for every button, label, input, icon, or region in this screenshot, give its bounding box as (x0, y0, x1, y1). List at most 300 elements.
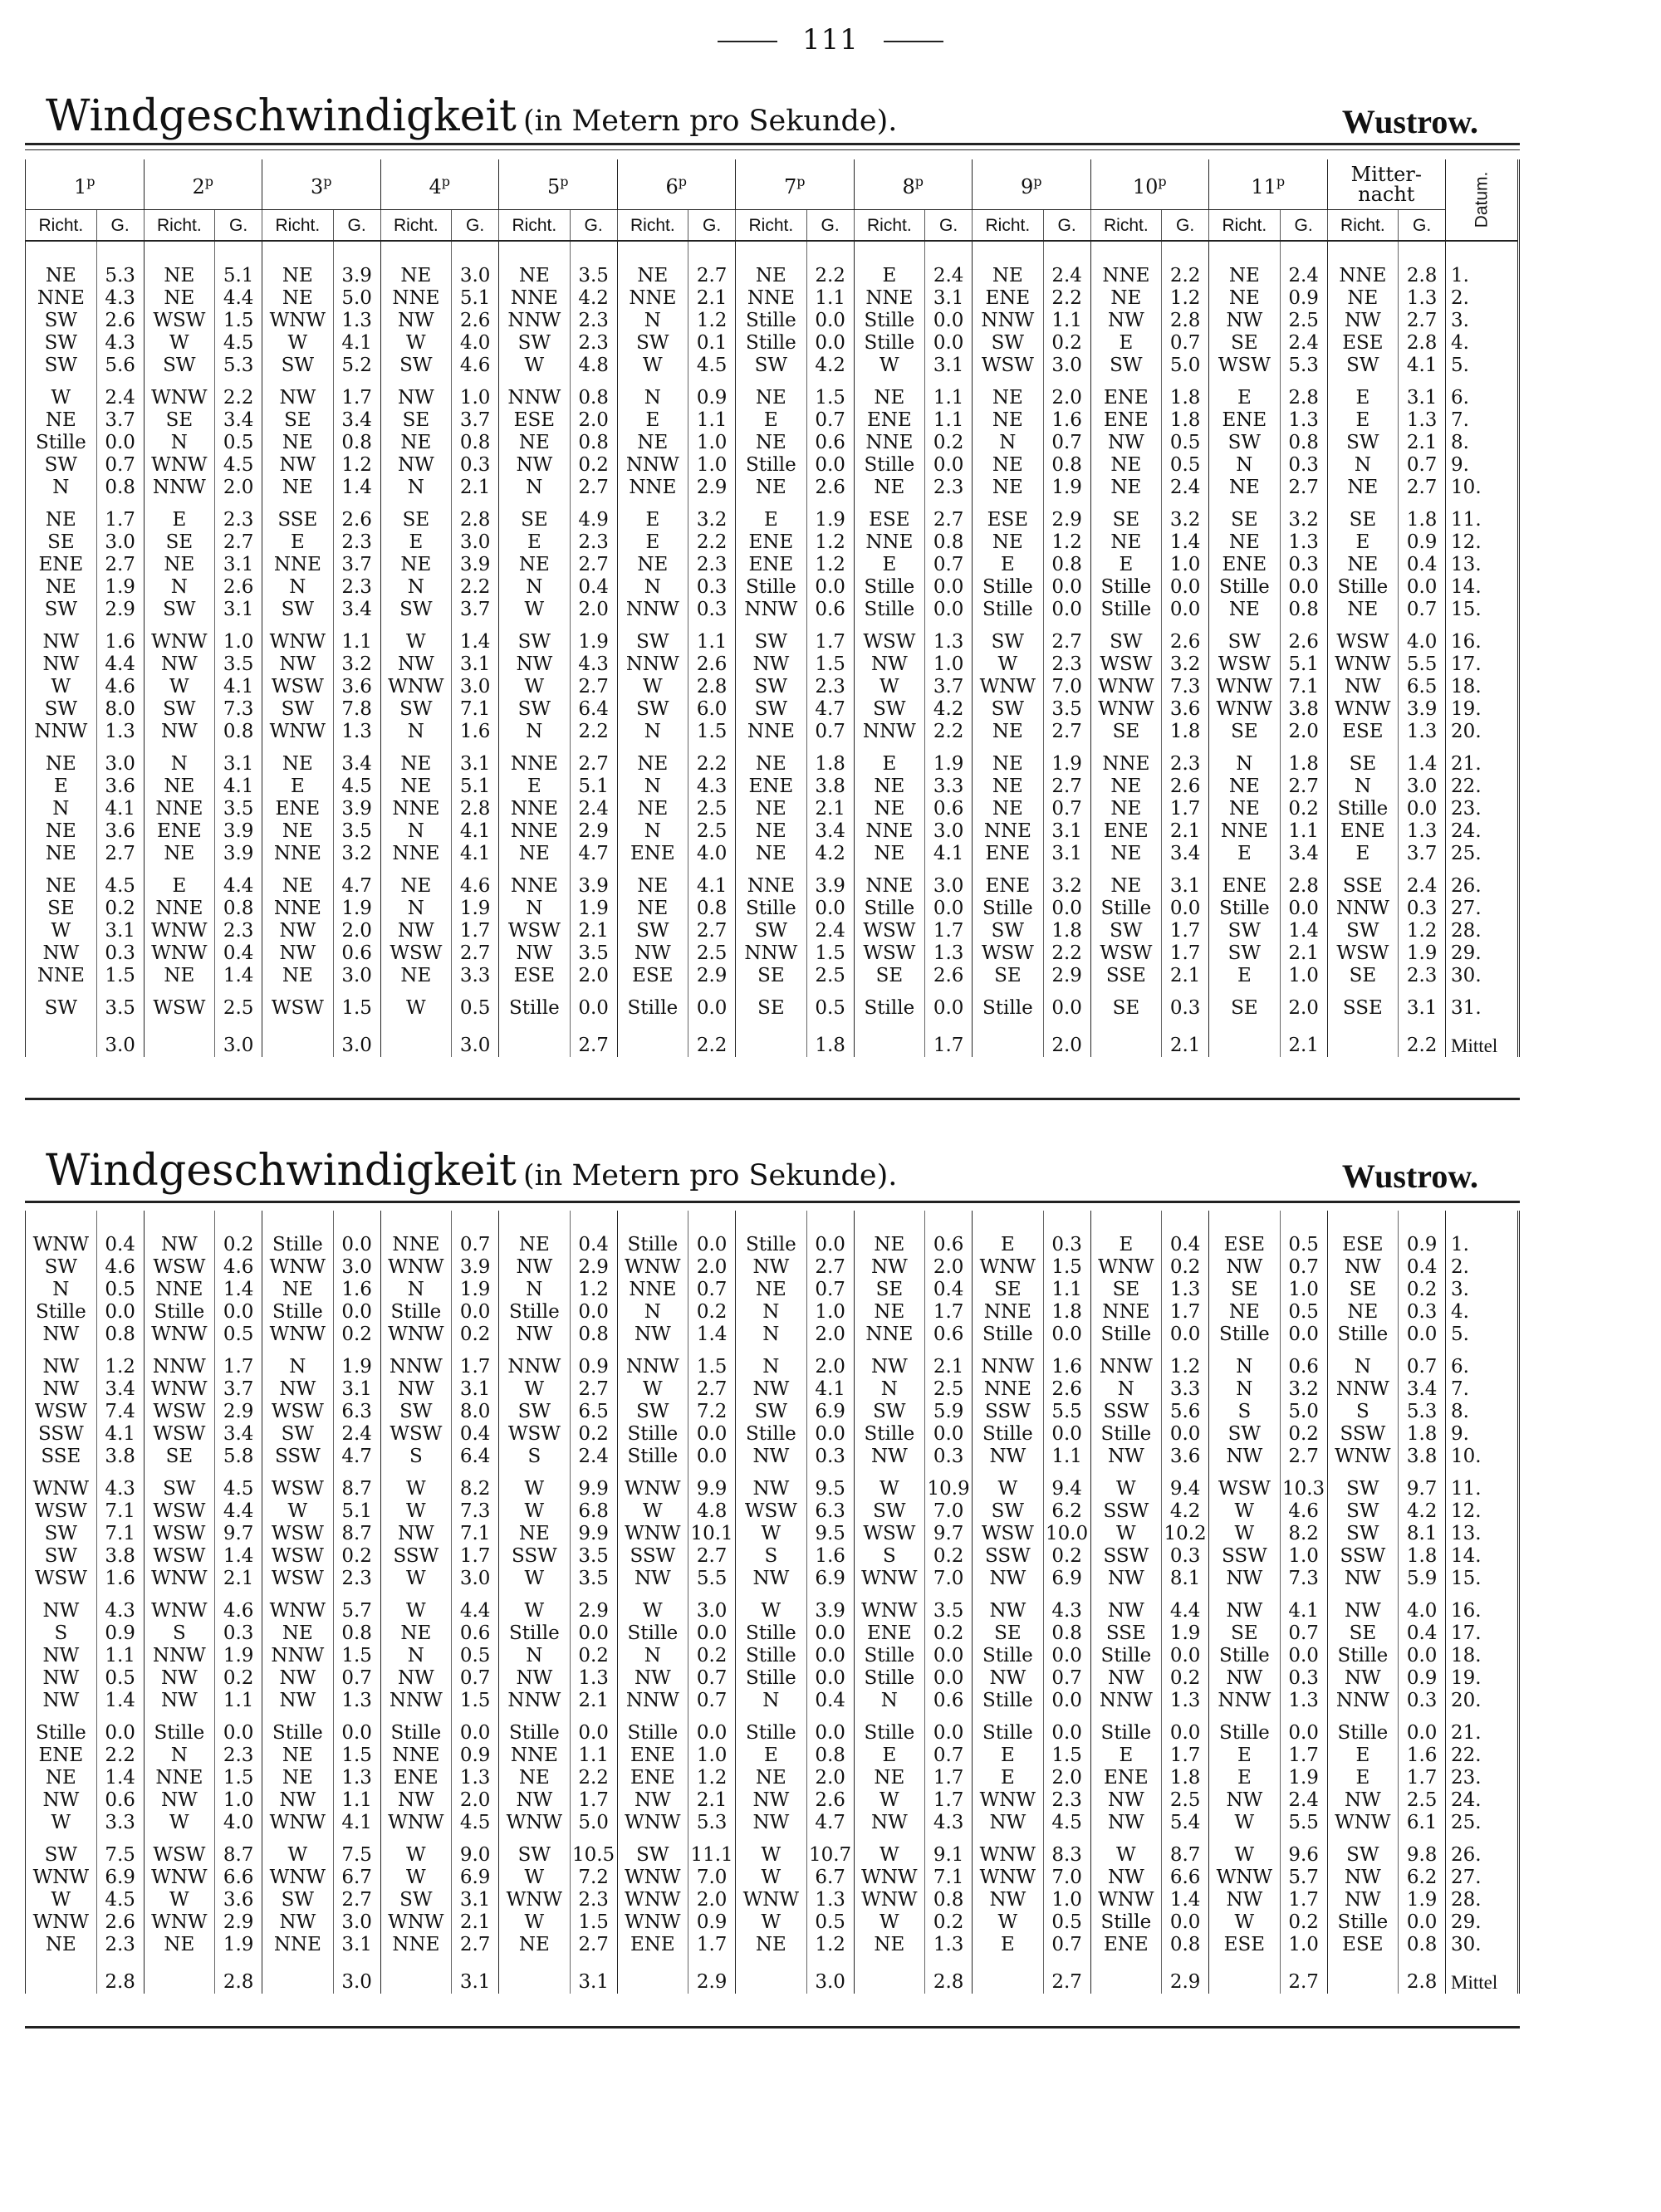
direction-cell: SW (26, 1256, 97, 1279)
direction-cell: SSW (1209, 1545, 1281, 1568)
speed-cell: 2.2 (806, 241, 854, 287)
direction-cell: ENE (973, 287, 1044, 310)
speed-cell: 2.0 (215, 477, 262, 499)
speed-cell: 4.5 (1043, 1812, 1090, 1834)
direction-cell: N (617, 820, 688, 843)
speed-cell: 1.0 (215, 621, 262, 653)
speed-cell: 2.2 (925, 721, 973, 743)
direction-cell: NW (854, 1446, 925, 1468)
speed-cell: 2.7 (1280, 1446, 1327, 1468)
direction-cell: WNW (144, 377, 215, 409)
direction-cell: N (380, 576, 452, 599)
speed-cell: 1.9 (452, 1279, 499, 1301)
direction-cell: N (617, 576, 688, 599)
speed-cell: 0.9 (688, 1911, 736, 1934)
direction-cell: E (854, 241, 925, 287)
speed-cell: 7.3 (215, 698, 262, 721)
direction-cell: WNW (1209, 1867, 1281, 1889)
hour-number: 10 (1132, 175, 1159, 198)
speed-cell: 4.5 (452, 1812, 499, 1834)
speed-cell: 1.1 (333, 621, 380, 653)
speed-cell: 1.1 (1043, 310, 1090, 332)
speed-cell: 8.0 (452, 1401, 499, 1423)
mean-direction-cell (1327, 1956, 1399, 1994)
speed-cell: 6.3 (806, 1500, 854, 1523)
direction-cell: WSW (854, 621, 925, 653)
direction-cell: SW (380, 355, 452, 377)
speed-cell: 3.2 (333, 653, 380, 676)
direction-cell: NE (262, 820, 334, 843)
speed-cell: 4.7 (806, 698, 854, 721)
direction-cell: NNE (1209, 820, 1281, 843)
direction-cell: Stille (26, 1712, 97, 1745)
speed-cell: 0.7 (1162, 332, 1209, 355)
speed-cell: 4.5 (333, 776, 380, 798)
speed-cell: 0.0 (333, 1712, 380, 1745)
direction-cell: SW (144, 698, 215, 721)
speed-cell: 2.9 (215, 1911, 262, 1934)
direction-cell: Stille (854, 332, 925, 355)
direction-cell: NE (1209, 477, 1281, 499)
direction-cell: ENE (736, 776, 807, 798)
speed-cell: 2.8 (1399, 332, 1446, 355)
speed-cell: 2.4 (1280, 241, 1327, 287)
direction-cell: NW (262, 942, 334, 965)
table-row (26, 820, 1519, 843)
direction-cell: W (380, 1867, 452, 1889)
table-row (26, 1789, 1519, 1812)
speed-cell: 1.3 (1399, 721, 1446, 743)
speed-cell: 5.1 (333, 1500, 380, 1523)
direction-cell: W (1090, 1834, 1162, 1867)
speed-cell: 1.7 (1162, 942, 1209, 965)
direction-cell: WNW (1327, 698, 1399, 721)
direction-cell: SE (973, 965, 1044, 987)
direction-cell: SE (1327, 743, 1399, 776)
direction-cell: WNW (262, 621, 334, 653)
speed-cell: 4.1 (452, 820, 499, 843)
direction-cell: NE (1327, 1301, 1399, 1324)
speed-cell: 1.3 (333, 310, 380, 332)
speed-cell: 0.8 (925, 1889, 973, 1911)
direction-cell: WNW (144, 1867, 215, 1889)
speed-cell: 5.5 (688, 1568, 736, 1590)
direction-cell: W (1209, 1834, 1281, 1867)
direction-cell: W (854, 1468, 925, 1500)
direction-cell: S (26, 1622, 97, 1645)
direction-cell: NE (1327, 287, 1399, 310)
speed-cell: 1.9 (925, 743, 973, 776)
speed-cell: 4.5 (215, 454, 262, 477)
direction-cell: ENE (1090, 409, 1162, 432)
direction-cell: Stille (973, 1712, 1044, 1745)
direction-cell: NNE (736, 721, 807, 743)
speed-cell: 2.3 (96, 1934, 144, 1956)
direction-cell: Stille (854, 1423, 925, 1446)
direction-cell: ENE (617, 843, 688, 865)
direction-cell: WSW (262, 1401, 334, 1423)
speed-cell: 1.9 (1399, 1889, 1446, 1911)
direction-cell: WNW (736, 1889, 807, 1911)
speed-cell: 0.9 (1399, 1667, 1446, 1690)
speed-cell: 7.1 (452, 1523, 499, 1545)
speed-cell: 1.5 (806, 942, 854, 965)
direction-cell: SSW (262, 1446, 334, 1468)
direction-cell: NW (973, 1590, 1044, 1622)
direction-cell: SW (1327, 1500, 1399, 1523)
speed-cell: 0.8 (1043, 1622, 1090, 1645)
direction-cell: N (617, 377, 688, 409)
speed-cell: 1.1 (96, 1645, 144, 1667)
speed-cell: 1.5 (333, 1745, 380, 1767)
hour-suffix: p (323, 174, 332, 189)
direction-cell: WNW (262, 721, 334, 743)
direction-cell: E (736, 1745, 807, 1767)
speed-cell: 6.6 (215, 1867, 262, 1889)
direction-cell: SW (26, 987, 97, 1020)
speed-cell: 7.3 (1162, 676, 1209, 698)
direction-cell: SW (617, 621, 688, 653)
direction-cell: E (262, 776, 334, 798)
mean-direction-cell (499, 1020, 571, 1057)
direction-cell: WNW (854, 1889, 925, 1911)
direction-header: Richt. (1327, 210, 1399, 242)
table-row (26, 1256, 1519, 1279)
speed-cell: 1.2 (1399, 920, 1446, 942)
direction-cell: Stille (736, 898, 807, 920)
speed-cell: 0.5 (215, 432, 262, 454)
direction-cell: NE (854, 798, 925, 820)
direction-cell: E (736, 499, 807, 531)
direction-cell: NE (1209, 798, 1281, 820)
mean-direction-cell (736, 1956, 807, 1994)
speed-cell: 3.1 (1399, 377, 1446, 409)
direction-cell: WNW (262, 1256, 334, 1279)
speed-cell: 0.3 (1043, 1211, 1090, 1256)
speed-cell: 0.8 (1399, 1934, 1446, 1956)
speed-cell: 0.5 (1162, 454, 1209, 477)
direction-cell: W (973, 1911, 1044, 1934)
speed-cell: 2.7 (688, 241, 736, 287)
direction-cell: NW (380, 377, 452, 409)
direction-cell: ENE (262, 798, 334, 820)
direction-cell: N (144, 576, 215, 599)
direction-cell: NE (736, 377, 807, 409)
direction-cell: W (499, 1468, 571, 1500)
speed-cell: 3.4 (96, 1378, 144, 1401)
direction-cell: NW (1090, 1812, 1162, 1834)
direction-cell: N (26, 798, 97, 820)
bottom-rule (25, 2026, 1520, 2028)
mean-cell: 3.0 (215, 1020, 262, 1057)
direction-cell: SE (854, 965, 925, 987)
direction-cell: WNW (617, 1867, 688, 1889)
direction-cell: NE (380, 241, 452, 287)
speed-cell: 0.2 (925, 1545, 973, 1568)
date-cell: 18. (1446, 676, 1519, 698)
date-cell: 3. (1446, 1279, 1519, 1301)
direction-cell: SE (1327, 499, 1399, 531)
speed-cell: 1.0 (215, 1789, 262, 1812)
direction-cell: NW (1327, 310, 1399, 332)
speed-cell: 3.1 (215, 554, 262, 576)
speed-cell: 3.2 (688, 499, 736, 531)
speed-cell: 1.9 (1162, 1622, 1209, 1645)
speed-cell: 3.1 (1162, 865, 1209, 898)
direction-cell: NE (736, 843, 807, 865)
direction-cell: NW (1209, 1568, 1281, 1590)
speed-cell: 3.5 (570, 1545, 617, 1568)
direction-cell: NW (380, 1667, 452, 1690)
direction-cell: NNE (262, 554, 334, 576)
direction-cell: NNE (499, 1745, 571, 1767)
date-cell: 2. (1446, 1256, 1519, 1279)
speed-cell: 2.7 (1399, 477, 1446, 499)
direction-cell: NNW (617, 454, 688, 477)
direction-cell: NW (736, 1789, 807, 1812)
table-row (26, 1767, 1519, 1789)
speed-cell: 2.0 (570, 965, 617, 987)
speed-cell: 9.1 (925, 1834, 973, 1867)
direction-cell: ENE (1090, 820, 1162, 843)
table-row (26, 1911, 1519, 1934)
table-row (26, 477, 1519, 499)
direction-cell: W (854, 1911, 925, 1934)
direction-cell: ENE (26, 1745, 97, 1767)
speed-cell: 2.4 (1399, 865, 1446, 898)
speed-cell: 10.3 (1280, 1468, 1327, 1500)
direction-cell: NE (262, 865, 334, 898)
direction-cell: N (617, 1645, 688, 1667)
direction-cell: NE (1209, 776, 1281, 798)
speed-cell: 1.0 (1280, 1934, 1327, 1956)
direction-cell: NW (1090, 1867, 1162, 1889)
direction-cell: Stille (1090, 1324, 1162, 1346)
speed-cell: 0.0 (96, 1712, 144, 1745)
speed-cell: 0.6 (806, 432, 854, 454)
speed-cell: 0.8 (1043, 454, 1090, 477)
speed-header: G. (925, 210, 973, 242)
speed-cell: 2.7 (452, 1934, 499, 1956)
speed-cell: 0.0 (688, 1622, 736, 1645)
speed-cell: 1.8 (1043, 1301, 1090, 1324)
direction-cell: WNW (973, 1789, 1044, 1812)
direction-cell: NE (973, 409, 1044, 432)
mean-cell: 2.7 (1280, 1956, 1327, 1994)
direction-cell: SW (1327, 1523, 1399, 1545)
direction-cell: N (26, 1279, 97, 1301)
direction-cell: ENE (380, 1767, 452, 1789)
direction-cell: NW (736, 1378, 807, 1401)
speed-cell: 0.9 (1399, 531, 1446, 554)
direction-cell: SW (262, 599, 334, 621)
direction-cell: NNW (499, 1346, 571, 1378)
direction-cell: Stille (617, 1446, 688, 1468)
direction-cell: WNW (262, 1867, 334, 1889)
date-cell: 30. (1446, 1934, 1519, 1956)
direction-cell: ENE (1327, 820, 1399, 843)
speed-cell: 3.3 (452, 965, 499, 987)
date-cell: 21. (1446, 1712, 1519, 1745)
speed-cell: 4.1 (96, 798, 144, 820)
speed-cell: 0.9 (570, 1346, 617, 1378)
direction-cell: Stille (1090, 1911, 1162, 1934)
direction-cell: Stille (973, 1645, 1044, 1667)
direction-cell: SW (973, 621, 1044, 653)
direction-cell: WSW (26, 1568, 97, 1590)
direction-cell: SE (1090, 1279, 1162, 1301)
speed-cell: 1.4 (96, 1767, 144, 1789)
table-row (26, 1690, 1519, 1712)
direction-cell: Stille (973, 898, 1044, 920)
speed-cell: 0.2 (925, 1911, 973, 1934)
direction-cell: NW (499, 1256, 571, 1279)
direction-cell: Stille (736, 1211, 807, 1256)
date-header (1446, 159, 1519, 241)
speed-cell: 2.4 (925, 241, 973, 287)
direction-cell: NNW (144, 1645, 215, 1667)
speed-cell: 2.9 (570, 1256, 617, 1279)
speed-cell: 2.7 (570, 1934, 617, 1956)
hour-number: 4 (429, 175, 442, 198)
direction-cell: SE (26, 898, 97, 920)
speed-cell: 7.1 (1280, 676, 1327, 698)
table-row (26, 1446, 1519, 1468)
speed-cell: 0.0 (1399, 1712, 1446, 1745)
direction-cell: NE (380, 965, 452, 987)
speed-cell: 0.0 (1162, 576, 1209, 599)
speed-cell: 0.7 (925, 554, 973, 576)
direction-cell: W (144, 1812, 215, 1834)
direction-cell: SW (262, 1889, 334, 1911)
speed-cell: 0.3 (688, 599, 736, 621)
direction-cell: WSW (499, 1423, 571, 1446)
speed-cell: 1.4 (333, 477, 380, 499)
speed-cell: 2.6 (452, 310, 499, 332)
speed-cell: 4.4 (215, 865, 262, 898)
direction-cell: WNW (1327, 653, 1399, 676)
speed-cell: 2.7 (96, 554, 144, 576)
direction-cell: E (26, 776, 97, 798)
speed-cell: 1.6 (1399, 1745, 1446, 1767)
direction-cell: SSW (380, 1545, 452, 1568)
speed-cell: 2.7 (688, 920, 736, 942)
speed-cell: 2.3 (806, 676, 854, 698)
speed-cell: 2.1 (688, 287, 736, 310)
date-cell: 13. (1446, 1523, 1519, 1545)
speed-cell: 0.5 (215, 1324, 262, 1346)
speed-cell: 0.0 (688, 987, 736, 1020)
direction-cell: E (1327, 531, 1399, 554)
table-row (26, 1346, 1519, 1378)
speed-header: G. (452, 210, 499, 242)
direction-cell: E (380, 531, 452, 554)
speed-cell: 0.6 (1280, 1346, 1327, 1378)
speed-cell: 4.6 (96, 676, 144, 698)
direction-cell: SW (26, 454, 97, 477)
direction-cell: NE (973, 721, 1044, 743)
direction-cell: SW (499, 698, 571, 721)
direction-cell: SE (1209, 332, 1281, 355)
direction-cell: SE (144, 1446, 215, 1468)
speed-cell: 0.0 (452, 1301, 499, 1324)
speed-cell: 2.6 (215, 576, 262, 599)
direction-cell: NE (1327, 477, 1399, 499)
direction-cell: Stille (262, 1211, 334, 1256)
speed-cell: 5.4 (1162, 1812, 1209, 1834)
table-row (26, 287, 1519, 310)
speed-cell: 1.7 (925, 1301, 973, 1324)
date-cell: 14. (1446, 1545, 1519, 1568)
speed-cell: 0.2 (96, 898, 144, 920)
direction-cell: NE (973, 241, 1044, 287)
mean-direction-cell (736, 1020, 807, 1057)
speed-cell: 4.4 (1162, 1590, 1209, 1622)
speed-cell: 1.6 (1043, 1346, 1090, 1378)
speed-cell: 1.3 (1399, 287, 1446, 310)
speed-cell: 4.3 (96, 1468, 144, 1500)
speed-cell: 2.5 (806, 965, 854, 987)
speed-cell: 0.3 (1162, 1545, 1209, 1568)
direction-cell: SW (26, 599, 97, 621)
direction-cell: E (1327, 1767, 1399, 1789)
direction-cell: N (1090, 1378, 1162, 1401)
speed-cell: 2.3 (570, 1889, 617, 1911)
direction-cell: WSW (262, 1568, 334, 1590)
speed-cell: 3.8 (96, 1446, 144, 1468)
mean-direction-cell (1209, 1020, 1281, 1057)
direction-cell: NE (736, 432, 807, 454)
direction-cell: WNW (144, 1378, 215, 1401)
direction-cell: NE (1090, 287, 1162, 310)
direction-cell: NW (262, 653, 334, 676)
mean-cell: 2.1 (1162, 1020, 1209, 1057)
direction-cell: SSW (1327, 1423, 1399, 1446)
speed-cell: 8.1 (1162, 1568, 1209, 1590)
table-row (26, 377, 1519, 409)
speed-cell: 3.4 (1162, 843, 1209, 865)
speed-cell: 2.6 (806, 477, 854, 499)
direction-cell: Stille (854, 310, 925, 332)
direction-cell: WNW (262, 1812, 334, 1834)
direction-cell: E (1327, 843, 1399, 865)
speed-cell: 4.0 (452, 332, 499, 355)
speed-cell: 2.5 (925, 1378, 973, 1401)
speed-cell: 0.0 (688, 1446, 736, 1468)
hour-number: 8 (902, 175, 915, 198)
direction-cell: Stille (1209, 1324, 1281, 1346)
direction-cell: Stille (144, 1712, 215, 1745)
direction-cell: NE (262, 1622, 334, 1645)
direction-cell: WSW (26, 1500, 97, 1523)
speed-cell: 1.1 (1043, 1446, 1090, 1468)
direction-cell: WNW (1090, 1256, 1162, 1279)
direction-cell: NW (380, 653, 452, 676)
direction-cell: NNE (854, 432, 925, 454)
hour-suffix: p (1276, 174, 1286, 189)
direction-cell: WSW (499, 920, 571, 942)
direction-cell: NNE (854, 287, 925, 310)
direction-cell: W (380, 332, 452, 355)
direction-cell: NNW (973, 310, 1044, 332)
direction-cell: E (854, 554, 925, 576)
direction-cell: NW (499, 454, 571, 477)
speed-cell: 3.5 (570, 1568, 617, 1590)
direction-cell: SSW (1327, 1545, 1399, 1568)
direction-cell: NW (26, 653, 97, 676)
direction-cell: NE (736, 1279, 807, 1301)
direction-cell: NE (499, 1211, 571, 1256)
